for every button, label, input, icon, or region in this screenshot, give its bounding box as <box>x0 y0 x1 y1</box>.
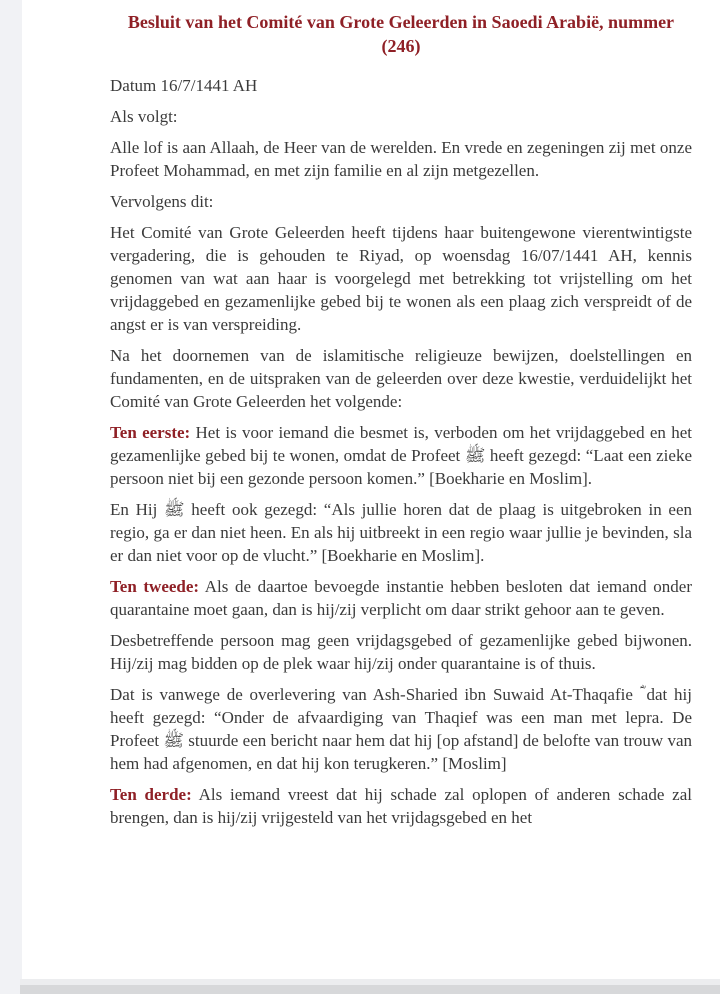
ten-tweede-label: Ten tweede: <box>110 577 200 596</box>
ten-derde-label: Ten derde: <box>110 785 192 804</box>
paragraph-ten-derde <box>110 783 692 829</box>
paragraph-vervolgens <box>110 190 692 213</box>
paragraph-text: Als iemand vreest dat hij schade zal oplopen of anderen schade zal brengen, dan is hij/zij vrijgesteld van het vrijdagsgebed en het <box>110 785 692 827</box>
paragraph-text: Het is voor iemand die besmet is, verboden om het vrijdaggebed en het gezamenlijke gebed bij te wonen, omdat de Profeet ﷺ heeft gezegd: “Laat een zieke persoon niet bij een gezonde persoon komen.” [Boekharie en Moslim]. <box>110 423 692 488</box>
paragraph-text: Na het doornemen van de islamitische religieuze bewijzen, doelstellingen en fundamenten, en de uitspraken van de geleerden over deze kwestie, verduidelijkt het Comité van Grote Geleerden het volgende: <box>110 346 692 411</box>
paragraph-text: Dat is vanwege de overlevering van Ash-Sharied ibn Suwaid At-Thaqafie ؓ dat hij heeft gezegd: “Onder de afvaardiging van Thaqief was een man met lepra. De Profeet ﷺ stuurde een bericht naar hem dat hij [op afstand] de belofte van trouw van hem had afgenomen, en dat hij kon terugkeren.” [Moslim] <box>110 685 692 773</box>
paragraph-review-evidence <box>110 344 692 413</box>
date-line: Datum 16/7/1441 AH <box>110 76 258 95</box>
paragraph-text: Als de daartoe bevoegde instantie hebben besloten dat iemand onder quarantaine moet gaan, dan is hij/zij verplicht om daar strikt gehoor aan te geven. <box>110 577 693 619</box>
paragraph-ten-eerste <box>110 421 692 490</box>
paragraph-quarantine-prayer <box>110 629 692 675</box>
document-title: Besluit van het Comité van Grote Geleerden in Saoedi Arabië, nummer (246) <box>127 12 675 56</box>
paragraph-ten-tweede <box>110 575 692 621</box>
paragraph-text: En Hij ﷺ heeft ook gezegd: “Als jullie horen dat de plaag is uitgebroken in een regio, ga er dan niet heen. En als hij uitbreekt in een regio waar jullie je bevinden, sla er dan niet voor op de vlucht.” [Boekharie en Moslim]. <box>110 500 693 565</box>
paragraph-text: Het Comité van Grote Geleerden heeft tijdens haar buitengewone vierentwintigste vergadering, die is gehouden te Riyad, op woensdag 16/07/1441 AH, kennis genomen van wat aan haar is voorgelegd met betrekking tot vrijstelling om het vrijdaggebed en gezamenlijke gebed bij te wonen als een plaag zich verspreidt of de angst er is van verspreiding. <box>110 223 692 334</box>
paragraph-text: Alle lof is aan Allaah, de Heer van de werelden. En vrede en zegeningen zij met onze Profeet Mohammad, en met zijn familie en al zijn metgezellen. <box>110 138 692 180</box>
ten-eerste-label: Ten eerste: <box>110 423 191 442</box>
paragraph-committee-meeting <box>110 221 692 336</box>
document-page <box>110 10 692 837</box>
salutation-line: Als volgt: <box>110 107 178 126</box>
page-bottom-edge <box>20 985 720 994</box>
page-left-edge <box>0 0 22 994</box>
paragraph-thaqafie-narration <box>110 683 692 775</box>
paragraph-text: Desbetreffende persoon mag geen vrijdagsgebed of gezamenlijke gebed bijwonen. Hij/zij mag bidden op de plek waar hij/zij onder quarantaine is of thuis. <box>110 631 692 673</box>
paragraph-text: Vervolgens dit: <box>110 192 214 211</box>
paragraph-plague-hadith <box>110 498 692 567</box>
paragraph-praise <box>110 136 692 182</box>
